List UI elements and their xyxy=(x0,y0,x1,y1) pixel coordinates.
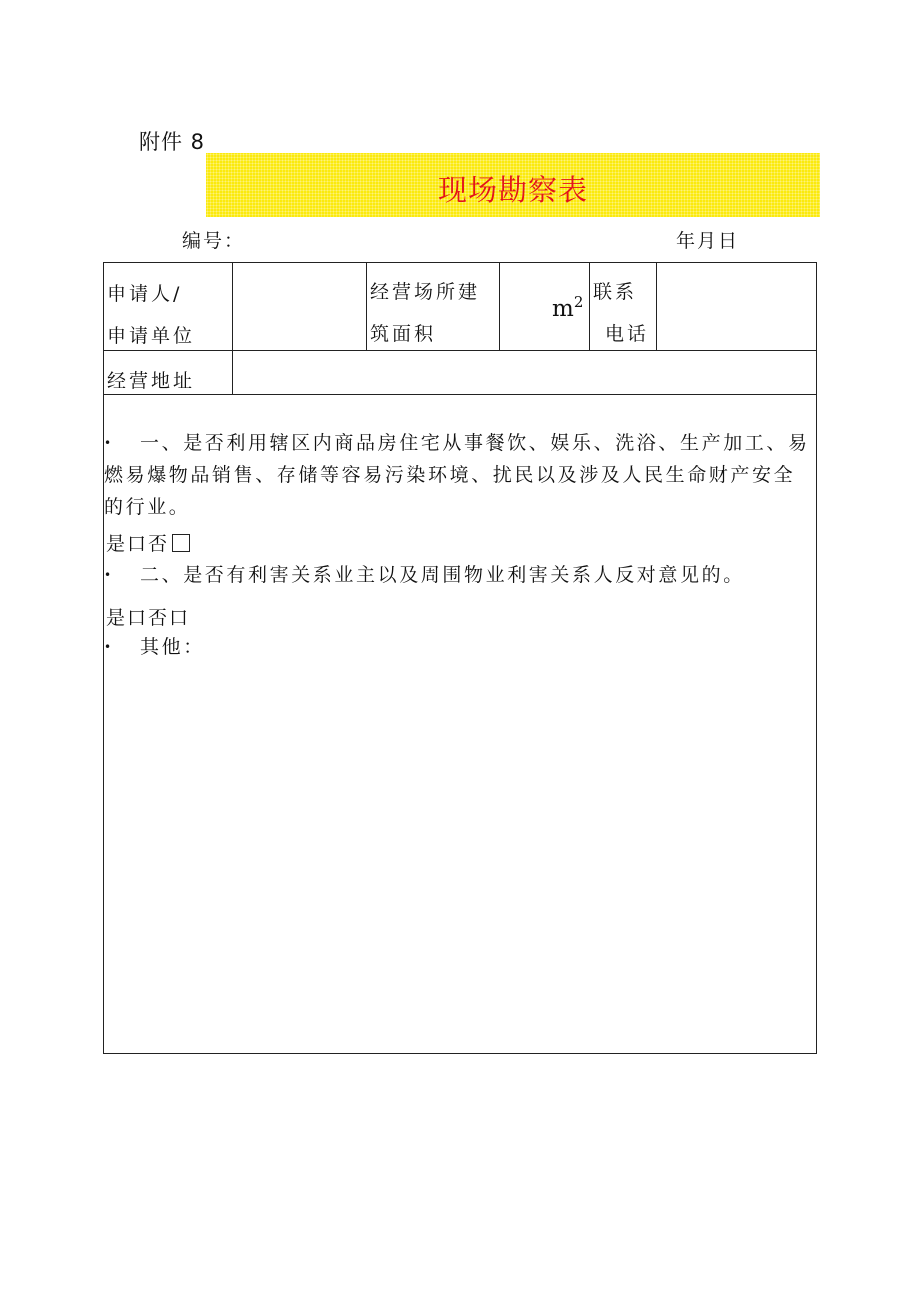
item2-yes-label: 是 xyxy=(106,607,128,629)
checklist-item-1 xyxy=(104,427,812,523)
column-divider xyxy=(232,263,233,395)
checklist-item-2 xyxy=(104,559,812,591)
applicant-label-line2: 申请单位 xyxy=(107,325,196,347)
column-divider xyxy=(656,263,657,351)
business-area-label xyxy=(370,271,480,355)
checklist-item-1-options xyxy=(106,529,194,556)
contact-phone-label-line1: 联系 xyxy=(593,281,638,303)
applicant-label-line1: 申请人/ xyxy=(107,283,183,305)
column-divider xyxy=(589,263,590,351)
business-area-label-line1: 经营场所建 xyxy=(370,281,481,303)
date-label: 年月日 xyxy=(676,230,740,252)
bullet-icon: • xyxy=(104,436,114,450)
item1-no-label: 否 xyxy=(148,533,170,555)
contact-phone-label xyxy=(593,271,649,355)
business-area-label-line2: 筑面积 xyxy=(370,323,437,345)
applicant-label xyxy=(107,273,195,357)
item2-no-label: 否 xyxy=(148,607,170,629)
column-divider xyxy=(366,263,367,351)
serial-number-label: 编号： xyxy=(182,230,246,252)
item1-no-checkbox[interactable] xyxy=(172,534,190,552)
contact-phone-label-line2: 电话 xyxy=(605,323,650,345)
checklist-other xyxy=(104,631,812,663)
unit-exponent: 2 xyxy=(573,293,584,311)
inspection-form-table xyxy=(103,262,817,1054)
business-address-label: 经营地址 xyxy=(107,370,196,392)
attachment-label: 附件 8 xyxy=(139,130,206,154)
row-divider xyxy=(104,394,816,395)
title-banner xyxy=(206,153,820,217)
bullet-icon: • xyxy=(104,568,114,582)
other-label: 其他： xyxy=(140,636,205,658)
column-divider xyxy=(499,263,500,351)
unit-base: m xyxy=(552,296,574,322)
form-title: 现场勘察表 xyxy=(437,173,588,207)
item1-yes-checkbox[interactable]: 口 xyxy=(127,533,149,555)
item1-yes-label: 是 xyxy=(106,533,128,555)
item2-yes-checkbox[interactable]: 口 xyxy=(127,607,149,629)
square-meter-unit xyxy=(552,293,583,322)
checklist-item-1-text: 一、是否利用辖区内商品房住宅从事餐饮、娱乐、洗浴、生产加工、易燃易爆物品销售、存储等容易污染环境、扰民以及涉及人民生命财产安全的行业。 xyxy=(104,432,810,518)
checklist-item-2-options xyxy=(106,603,190,630)
item2-no-checkbox[interactable]: 口 xyxy=(169,607,191,629)
bullet-icon: • xyxy=(104,640,114,654)
checklist-item-2-text: 二、是否有利害关系业主以及周围物业利害关系人反对意见的。 xyxy=(140,564,745,586)
